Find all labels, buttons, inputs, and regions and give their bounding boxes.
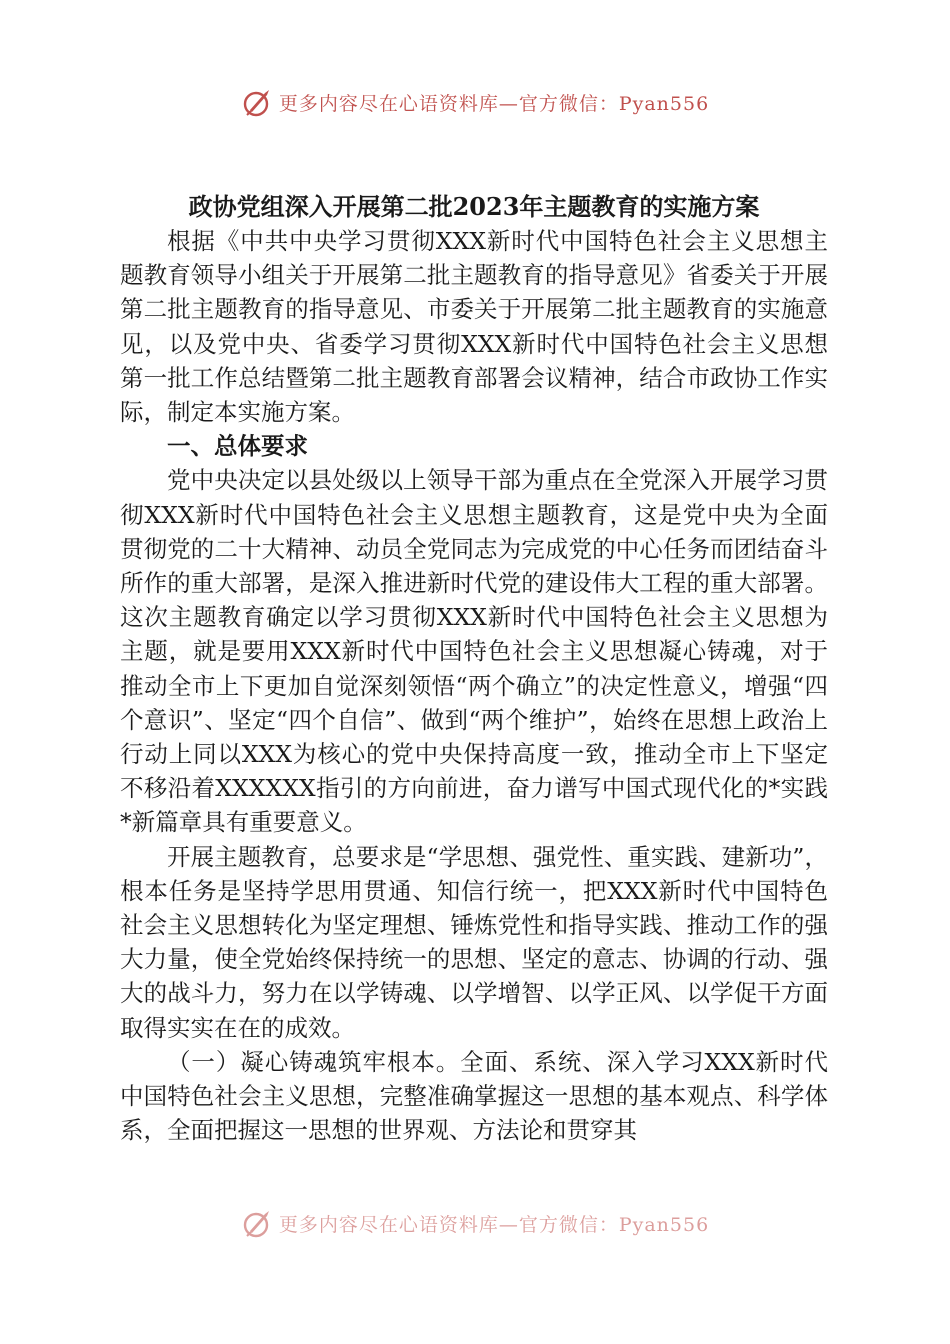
body-paragraph: 党中央决定以县处级以上领导干部为重点在全党深入开展学习贯彻XXX新时代中国特色社会主义思想主题教育，这是党中央为全面贯彻党的二十大精神、动员全党同志为完成党的中心任务而团结奋斗所作的重大部署，是深入推进新时代党的建设伟大工程的重大部署。这次主题教育确定以学习贯彻XXX新时代中国特色社会主义思想为主题，就是要用XXX新时代中国特色社会主义思想凝心铸魂，对于推动全市上下更加自觉深刻领悟“两个确立”的决定性意义，增强“四个意识”、坚定“四个自信”、做到“两个维护”，始终在思想上政治上行动上同以XXX为核心的党中央保持高度一致，推动全市上下坚定不移沿着XXXXXX指引的方向前进，奋力谱写中国式现代化的*实践*新篇章具有重要意义。 — [120, 466, 828, 837]
quill-logo-icon — [241, 85, 275, 119]
section-heading: 一、总体要求 — [167, 432, 308, 461]
body-paragraph: （一）凝心铸魂筑牢根本。全面、系统、深入学习XXX新时代中国特色社会主义思想，完整准确掌握这一思想的基本观点、科学体系，全面把握这一思想的世界观、方法论和贯穿其 — [120, 1047, 828, 1145]
watermark-text: 更多内容尽在心语资料库—官方微信：Pyan556 — [278, 92, 710, 115]
quill-logo-icon — [241, 1206, 275, 1240]
document-body — [120, 190, 828, 1147]
body-paragraph: 开展主题教育，总要求是“学思想、强党性、重实践、建新功”，根本任务是坚持学思用贯通、知信行统一，把XXX新时代中国特色社会主义思想转化为坚定理想、锤炼党性和指导实践、推动工作的强大力量，使全党始终保持统一的思想、坚定的意志、协调的行动、强大的战斗力，努力在以学铸魂、以学增智、以学正风、以学促干方面取得实实在在的成效。 — [120, 842, 828, 1042]
document-title: 政协党组深入开展第二批2023年主题教育的实施方案 — [188, 192, 760, 221]
watermark-header — [0, 82, 950, 122]
watermark-footer — [0, 1203, 950, 1243]
intro-paragraph: 根据《中共中央学习贯彻XXX新时代中国特色社会主义思想主题教育领导小组关于开展第二批主题教育的指导意见》省委关于开展第二批主题教育的指导意见、市委关于开展第二批主题教育的实施意见，以及党中央、省委学习贯彻XXX新时代中国特色社会主义思想第一批工作总结暨第二批主题教育部署会议精神，结合市政协工作实际，制定本实施方案。 — [120, 227, 828, 427]
watermark-text: 更多内容尽在心语资料库—官方微信：Pyan556 — [278, 1213, 710, 1236]
